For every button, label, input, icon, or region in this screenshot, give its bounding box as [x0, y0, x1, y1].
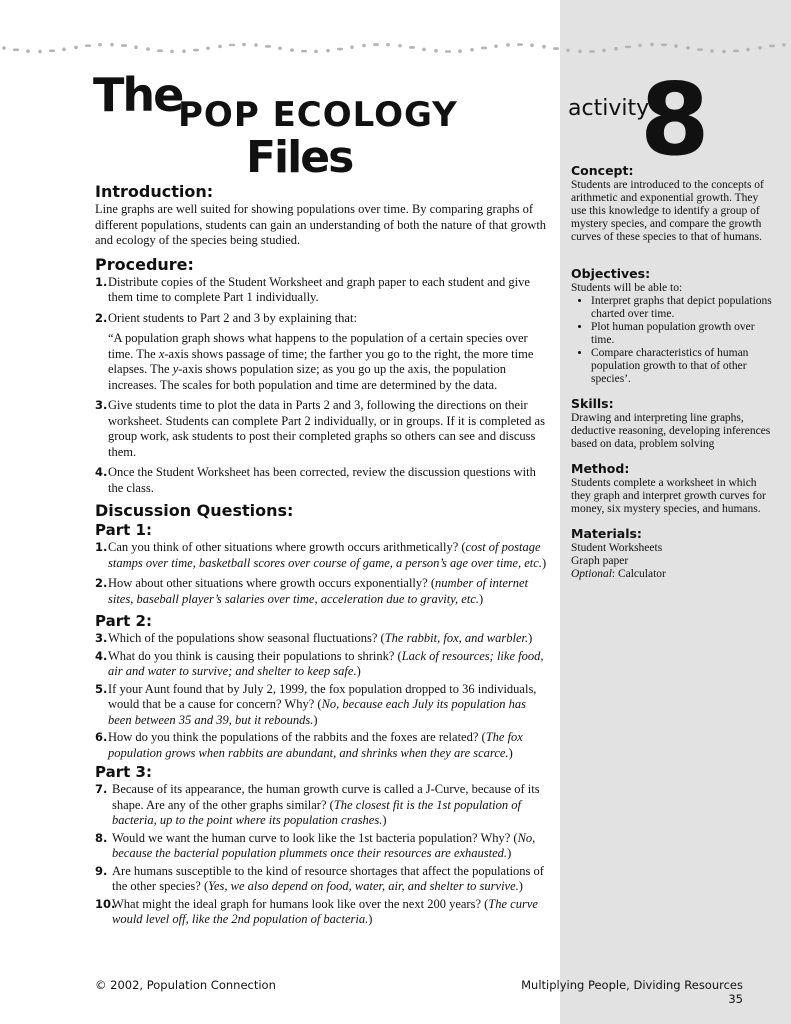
border-dot	[326, 49, 330, 53]
activity-number: 8	[640, 61, 707, 178]
procedure-list	[95, 275, 550, 327]
part1-questions	[95, 540, 550, 607]
procedure-heading: Procedure:	[95, 254, 194, 274]
border-dot	[170, 50, 174, 54]
border-dot	[710, 49, 714, 53]
question-item: 1. Can you think of other situations where growth occurs arithmetically? (cost of postage stamps over time, basketball scores over course of game, a person’s age over time, etc.)	[95, 540, 547, 570]
procedure-step: 2. Orient students to Part 2 and 3 by explaining that:	[95, 310, 357, 325]
border-dot	[481, 47, 487, 50]
border-dot	[494, 44, 498, 48]
concept-text: Students are introduced to the concepts of arithmetic and exponential growth. They use this knowledge to identify a group of mystery species, and compare the growth curves of these species to that of humans.	[571, 179, 764, 243]
pop-ecology-logo	[178, 88, 528, 136]
materials-line: Graph paper	[571, 555, 629, 567]
border-dot	[38, 50, 42, 54]
answer: The rabbit, fox, and warbler.	[384, 631, 529, 645]
border-dot	[445, 50, 451, 53]
method-heading: Method:	[571, 461, 630, 476]
border-dot	[589, 50, 595, 53]
footer-copyright: © 2002, Population Connection	[95, 978, 276, 992]
border-dot	[398, 44, 402, 48]
border-dot	[722, 50, 726, 54]
objectives-lead: Students will be able to:	[571, 282, 683, 294]
question-item: 4. What do you think is causing their populations to shrink? (Lack of resources; like food, air and water to survive; and shelter to keep safe.)	[95, 648, 544, 678]
svg-text:POP ECOLOGY: POP ECOLOGY	[178, 95, 458, 135]
question-item: 2. How about other situations where growth occurs exponentially? (number of internet sites, baseball player’s salaries over time, acceleration due to gravity, etc.)	[95, 576, 529, 606]
border-dot	[314, 50, 318, 54]
border-dot	[697, 48, 703, 51]
border-dot	[758, 46, 762, 50]
border-dot	[386, 43, 390, 47]
question-item: 9. Are humans susceptible to the kind of resource shortages that affect the populations of the other species? (Yes, we also depend on food, water, air, and shelter to survive.)	[95, 863, 544, 893]
step-number: 2.	[95, 310, 108, 325]
objectives-heading: Objectives:	[571, 266, 651, 281]
answer: The curve would level off, like the 2nd population of bacteria.	[112, 896, 538, 926]
decorative-dotted-border	[0, 38, 791, 58]
materials-optional: Optional: Calculator	[571, 568, 666, 580]
border-dot	[182, 49, 186, 53]
question-item: 3. Which of the populations show seasonal fluctuations? (The rabbit, fox, and warbler.)	[95, 631, 533, 645]
border-dot	[278, 46, 282, 50]
border-dot	[782, 43, 786, 47]
population-graph-quote: “A population graph shows what happens to the population of a certain species over time. The x-axis shows passage of time; the farther you go to the right, the more time elapses. The y-axis shows population size; as you go up the axis, the population increases. The scales for both population and time are determined by the data.	[108, 331, 534, 392]
border-dot	[422, 48, 426, 52]
border-dot	[254, 43, 258, 47]
objective-item: • Plot human population growth over time.	[591, 321, 776, 347]
introduction-heading: Introduction:	[95, 182, 214, 201]
activity-label: activity	[568, 96, 650, 121]
objective-item: • Compare characteristics of human population growth to that of other species’.	[591, 347, 776, 386]
question-item: 5. If your Aunt found that by July 2, 1999, the fox population dropped to 36 individuals, would that be a cause for concern? Why? (No, because each July its population has been between 35 and 39, but it rebounds.)	[95, 681, 537, 727]
question-item: 10. What might the ideal graph for humans look like over the next 200 years? (The curve would level off, like the 2nd population of bacteria.)	[95, 896, 538, 926]
skills-heading: Skills:	[571, 396, 614, 411]
method-text: Students complete a worksheet in which they graph and interpret growth curves for money, six mystery species, and humans.	[571, 477, 766, 515]
materials-line: Student Worksheets	[571, 542, 663, 554]
border-dot	[602, 49, 606, 53]
answer: cost of postage stamps over time, basketball scores over course of game, a person’s age over time, etc.	[108, 540, 542, 570]
footer-page-info: Multiplying People, Dividing Resources 35	[521, 978, 743, 1006]
border-dot	[674, 44, 678, 48]
part3-questions	[95, 782, 550, 928]
border-dot	[517, 43, 523, 46]
objectives-list	[571, 295, 776, 386]
border-dot	[350, 45, 354, 49]
question-item: 7. Because of its appearance, the human growth curve is called a J-Curve, because of its shape. Are any of the other graphs similar? (The closest fit is the 1st population of bacteria, up to the point where its population crashes.)	[95, 782, 540, 827]
border-dot	[625, 46, 631, 49]
border-dot	[229, 44, 235, 47]
question-item: 8. Would we want the human curve to look like the 1st bacteria population? Why? (No, because the bacterial population plummets once their resources are exhausted.)	[95, 830, 536, 860]
border-dot	[337, 48, 343, 51]
border-dot	[121, 44, 127, 47]
skills-text: Drawing and interpreting line graphs, deductive reasoning, developing inferences based on data, problem solving	[571, 412, 771, 450]
border-dot	[638, 44, 642, 48]
border-dot	[686, 46, 690, 50]
border-dot	[733, 50, 739, 53]
border-dot	[13, 49, 19, 52]
step-number: 1.	[95, 274, 108, 289]
procedure-list-continued	[95, 398, 550, 496]
border-dot	[614, 47, 618, 51]
procedure-step: 1. Distribute copies of the Student Worksheet and graph paper to each student and give them time to complete Part 1 individually.	[95, 274, 530, 304]
discussion-heading: Discussion Questions:	[95, 501, 294, 520]
border-dot	[26, 49, 30, 53]
border-dot	[74, 46, 78, 50]
border-dot	[2, 46, 6, 50]
part3-heading: Part 3:	[95, 763, 152, 781]
objective-item: • Interpret graphs that depict populations charted over time.	[591, 295, 776, 321]
border-dot	[409, 46, 415, 49]
answer: No, because each July its population has been between 35 and 39, but it rebounds.	[108, 697, 527, 727]
part2-heading: Part 2:	[95, 612, 152, 630]
border-dot	[98, 43, 102, 47]
border-dot	[769, 45, 775, 48]
border-dot	[362, 44, 366, 48]
border-dot	[265, 45, 271, 48]
border-dot	[146, 47, 150, 51]
border-dot	[650, 43, 654, 47]
question-item: 6. How do you think the populations of the rabbits and the foxes are related? (The fox population grows when rabbits are abundant, and shrinks when they are scarce.)	[95, 730, 523, 760]
answer: The closest fit is the 1st population of bacteria, up to the point where its population crashes.	[112, 797, 521, 827]
border-dot	[157, 49, 163, 52]
concept-heading: Concept:	[571, 163, 634, 178]
border-dot	[530, 43, 534, 47]
border-dot	[85, 44, 91, 47]
border-dot	[542, 45, 546, 49]
title-the: The	[93, 68, 183, 122]
answer: Lack of resources; like food, air and water to survive; and shelter to keep safe.	[108, 648, 544, 678]
border-dot	[506, 43, 510, 47]
procedure-step: 4. Once the Student Worksheet has been corrected, review the discussion questions with the class.	[95, 465, 536, 495]
title-files: Files	[246, 132, 353, 183]
border-dot	[242, 43, 246, 47]
border-dot	[134, 45, 138, 49]
answer: number of internet sites, baseball player’s salaries over time, acceleration due to gravity, etc.	[108, 576, 529, 606]
border-dot	[301, 50, 307, 53]
border-dot	[661, 43, 667, 46]
answer: The fox population grows when rabbits are abundant, and shrinks when they are scarce.	[108, 730, 523, 760]
part1-heading: Part 1:	[95, 521, 152, 539]
introduction-text: Line graphs are well suited for showing populations over time. By comparing graphs of different populations, students can gain an understanding of both the nature of that growth and ecology of the species being studied.	[95, 202, 547, 247]
answer: Yes, we also depend on food, water, air, and shelter to survive.	[208, 879, 519, 893]
border-dot	[578, 50, 582, 54]
border-dot	[470, 48, 474, 52]
border-dot	[553, 47, 559, 50]
border-dot	[458, 49, 462, 53]
step-number: 4.	[95, 465, 108, 479]
border-dot	[746, 48, 750, 52]
border-dot	[566, 49, 570, 53]
border-dot	[218, 45, 222, 49]
procedure-step: 3. Give students time to plot the data in Parts 2 and 3, following the directions on their worksheet. Students can complete Part 2 individually, or in groups. If it is completed as group work, ask students to post their completed graphs so others can see and discuss them.	[95, 398, 545, 459]
answer: No, because the bacterial population plummets once their resources are exhausted.	[112, 830, 536, 860]
border-dot	[62, 48, 66, 52]
border-dot	[290, 48, 294, 52]
border-dot	[206, 46, 210, 50]
border-dot	[110, 43, 114, 47]
part2-questions	[95, 631, 550, 761]
border-dot	[193, 49, 199, 52]
border-dot	[434, 49, 438, 53]
border-dot	[373, 43, 379, 46]
step-number: 3.	[95, 398, 108, 412]
main-column	[95, 182, 550, 930]
border-dot	[49, 50, 55, 53]
materials-heading: Materials:	[571, 526, 642, 541]
activity-sidebar	[571, 163, 776, 581]
